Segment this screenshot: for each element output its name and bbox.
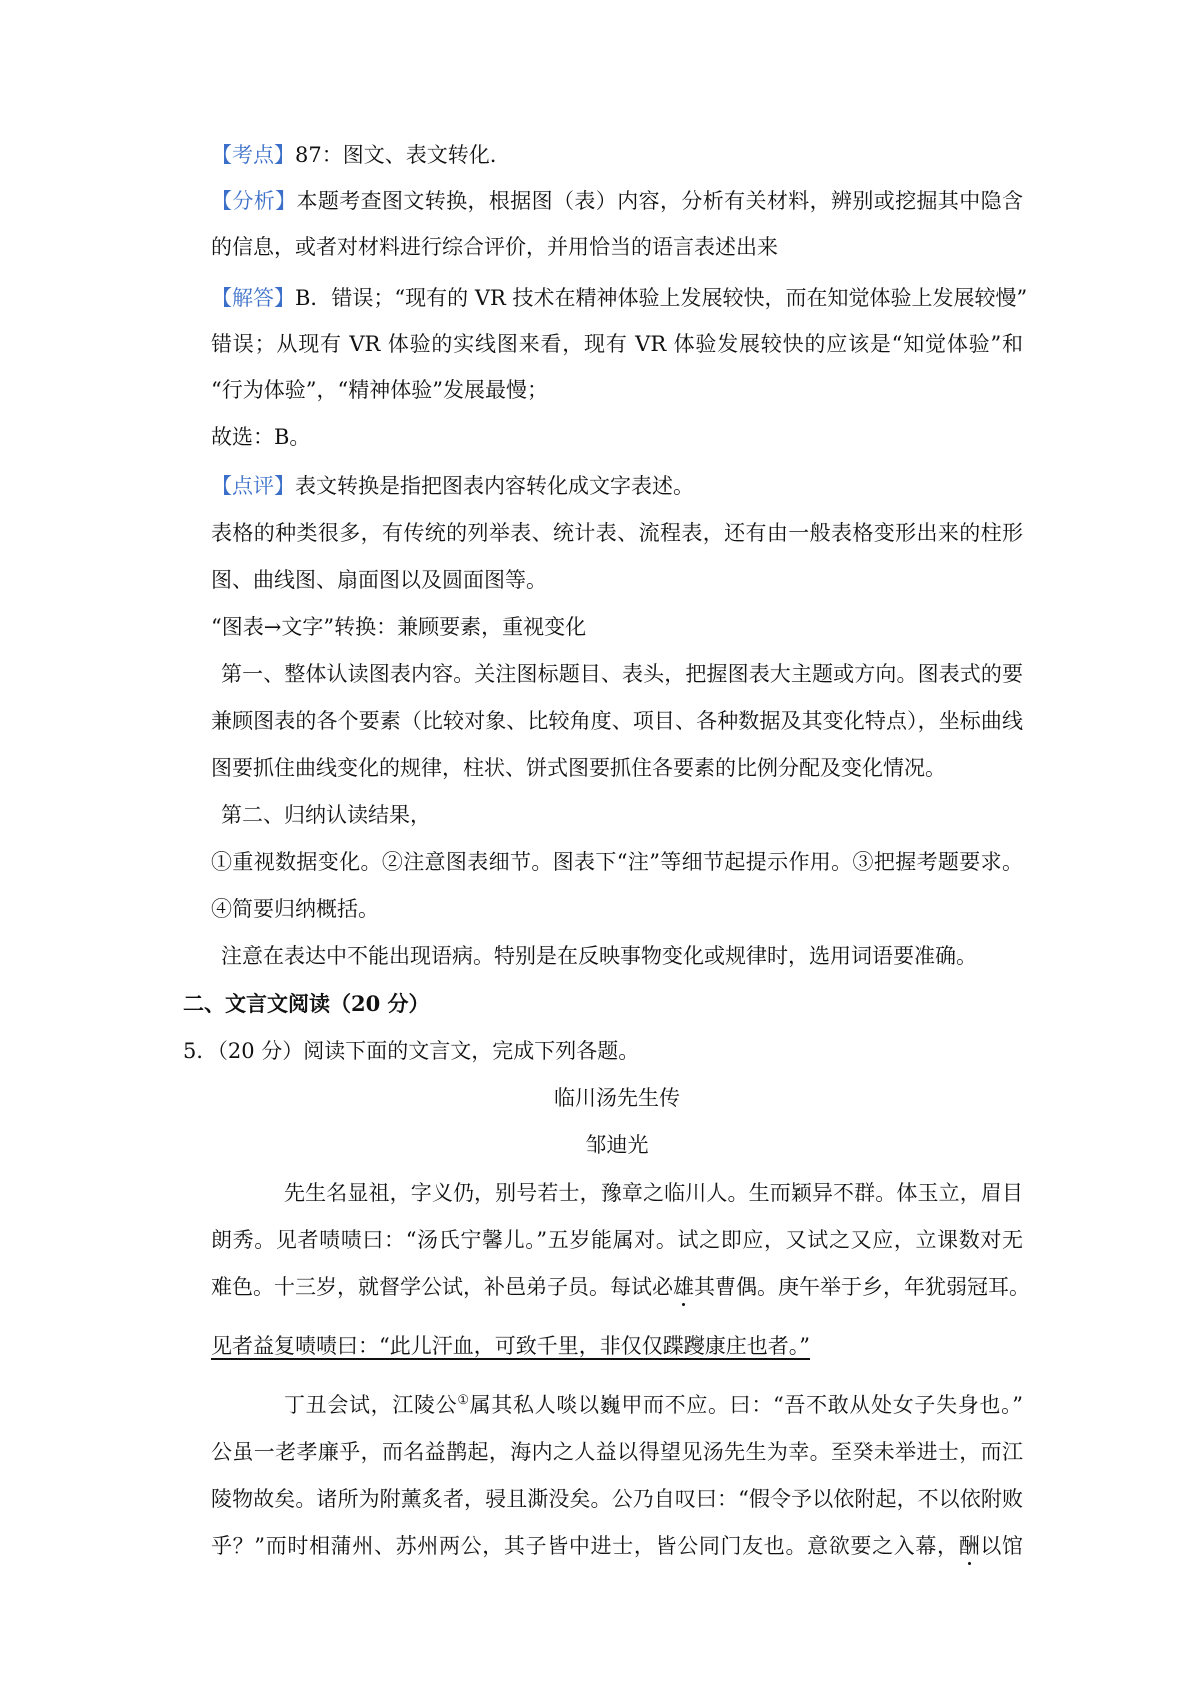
passage-p1-line-3 — [211, 1272, 1030, 1302]
dianping-line-9: ①重视数据变化。②注意图表细节。图表下“注”等细节起提示作用。③把握考题要求。 — [211, 850, 1023, 874]
fenxi-line-1 — [211, 186, 1023, 216]
dianping-line-5: 第一、整体认读图表内容。关注图标题目、表头，把握图表大主题或方向。图表式的要 — [221, 662, 1023, 686]
passage-author: 邹迪光 — [585, 1133, 649, 1157]
passage-p2-line-2: 公虽一老孝廉乎，而名益鹊起，海内之人益以得望见汤先生为幸。至癸未举进士，而江 — [211, 1440, 1023, 1464]
passage-p2-line-1 — [284, 1390, 1023, 1420]
section-heading: 二、文言文阅读（20 分） — [183, 991, 430, 1016]
passage-p2-line-4 — [211, 1531, 1023, 1561]
dianping-line-10: ④简要归纳概括。 — [211, 897, 379, 921]
dianping-line-8: 第二、归纳认读结果， — [221, 803, 431, 827]
fenxi-label: 【分析】 — [211, 189, 297, 213]
passage-p1-line-4 — [211, 1331, 1023, 1361]
dianping-line-11: 注意在表达中不能出现语病。特别是在反映事物变化或规律时，选用词语要准确。 — [221, 944, 977, 968]
dianping-line-2: 表格的种类很多，有传统的列举表、统计表、流程表，还有由一般表格变形出来的柱形 — [211, 521, 1023, 545]
dianping-line-7: 图要抓住曲线变化的规律，柱状、饼式图要抓住各要素的比例分配及变化情况。 — [211, 756, 946, 780]
emphasis-char-chou: 酬 — [958, 1534, 981, 1558]
passage-p1-line-2: 朗秀。见者啧啧曰：“汤氏宁馨儿。”五岁能属对。试之即应，又试之又应，立课数对无 — [211, 1228, 1023, 1252]
p2-line-4-start: 乎？”而时相蒲州、苏州两公，其子皆中进士，皆公同门友也。意欲要之入幕， — [211, 1534, 959, 1558]
footnote-marker: ① — [457, 1393, 470, 1408]
fenxi-line-2: 的信息，或者对材料进行综合评价，并用恰当的语言表述出来 — [211, 235, 778, 259]
kaodian-text: 87：图文、表文转化. — [295, 143, 497, 167]
dianping-line-1 — [211, 471, 1023, 501]
passage-p2-line-3: 陵物故矣。诸所为附薰炙者，骎且澌没矣。公乃自叹曰：“假令予以依附起，不以依附败 — [211, 1487, 1023, 1511]
fenxi-text-1: 本题考查图文转换，根据图（表）内容，分析有关材料，辨别或挖掘其中隐含 — [296, 189, 1023, 213]
kaodian-line — [211, 140, 1023, 170]
p1-line-3-end: 其曹偶。庚午举于乡，年犹弱冠耳。 — [694, 1275, 1030, 1299]
jieda-line-1 — [211, 283, 1028, 313]
jieda-line-3: “行为体验”，“精神体验”发展最慢； — [211, 378, 548, 402]
p2-line-4-end: 以馆 — [980, 1534, 1023, 1558]
dianping-line-6: 兼顾图表的各个要素（比较对象、比较角度、项目、各种数据及其变化特点），坐标曲线 — [211, 709, 1023, 733]
passage-title: 临川汤先生传 — [554, 1086, 680, 1110]
emphasis-char-xiong: 雄 — [673, 1275, 694, 1299]
jieda-line-2: 错误；从现有 VR 体验的实线图来看，现有 VR 体验发展较快的应该是“知觉体验”和 — [211, 332, 1023, 356]
kaodian-label: 【考点】 — [211, 143, 295, 167]
dianping-label: 【点评】 — [211, 474, 295, 498]
dianping-text-1: 表文转换是指把图表内容转化成文字表述。 — [295, 474, 694, 498]
p1-line-3-start: 难色。十三岁，就督学公试，补邑弟子员。每试必 — [211, 1275, 673, 1299]
question-stem: 5．（20 分）阅读下面的文言文，完成下列各题。 — [183, 1039, 640, 1063]
jieda-text-1: B．错误；“现有的 VR 技术在精神体验上发展较快，而在知觉体验上发展较慢” — [295, 286, 1028, 310]
underlined-sentence: 见者益复啧啧曰：“此儿汗血，可致千里，非仅仅蹀躞康庄也者。” — [211, 1334, 810, 1358]
p2-line-1-start: 丁丑会试，江陵公 — [284, 1393, 458, 1417]
dianping-line-3: 图、曲线图、扇面图以及圆面图等。 — [211, 568, 547, 592]
dianping-line-4: “图表→文字”转换：兼顾要素，重视变化 — [211, 615, 587, 639]
passage-p1-line-1: 先生名显祖，字义仍，别号若士，豫章之临川人。生而颖异不群。体玉立，眉目 — [284, 1181, 1023, 1205]
p2-line-1-end: 属其私人啖以巍甲而不应。曰：“吾不敢从处女子失身也。” — [469, 1393, 1023, 1417]
jieda-label: 【解答】 — [211, 286, 295, 310]
jieda-line-4: 故选：B。 — [211, 425, 311, 449]
